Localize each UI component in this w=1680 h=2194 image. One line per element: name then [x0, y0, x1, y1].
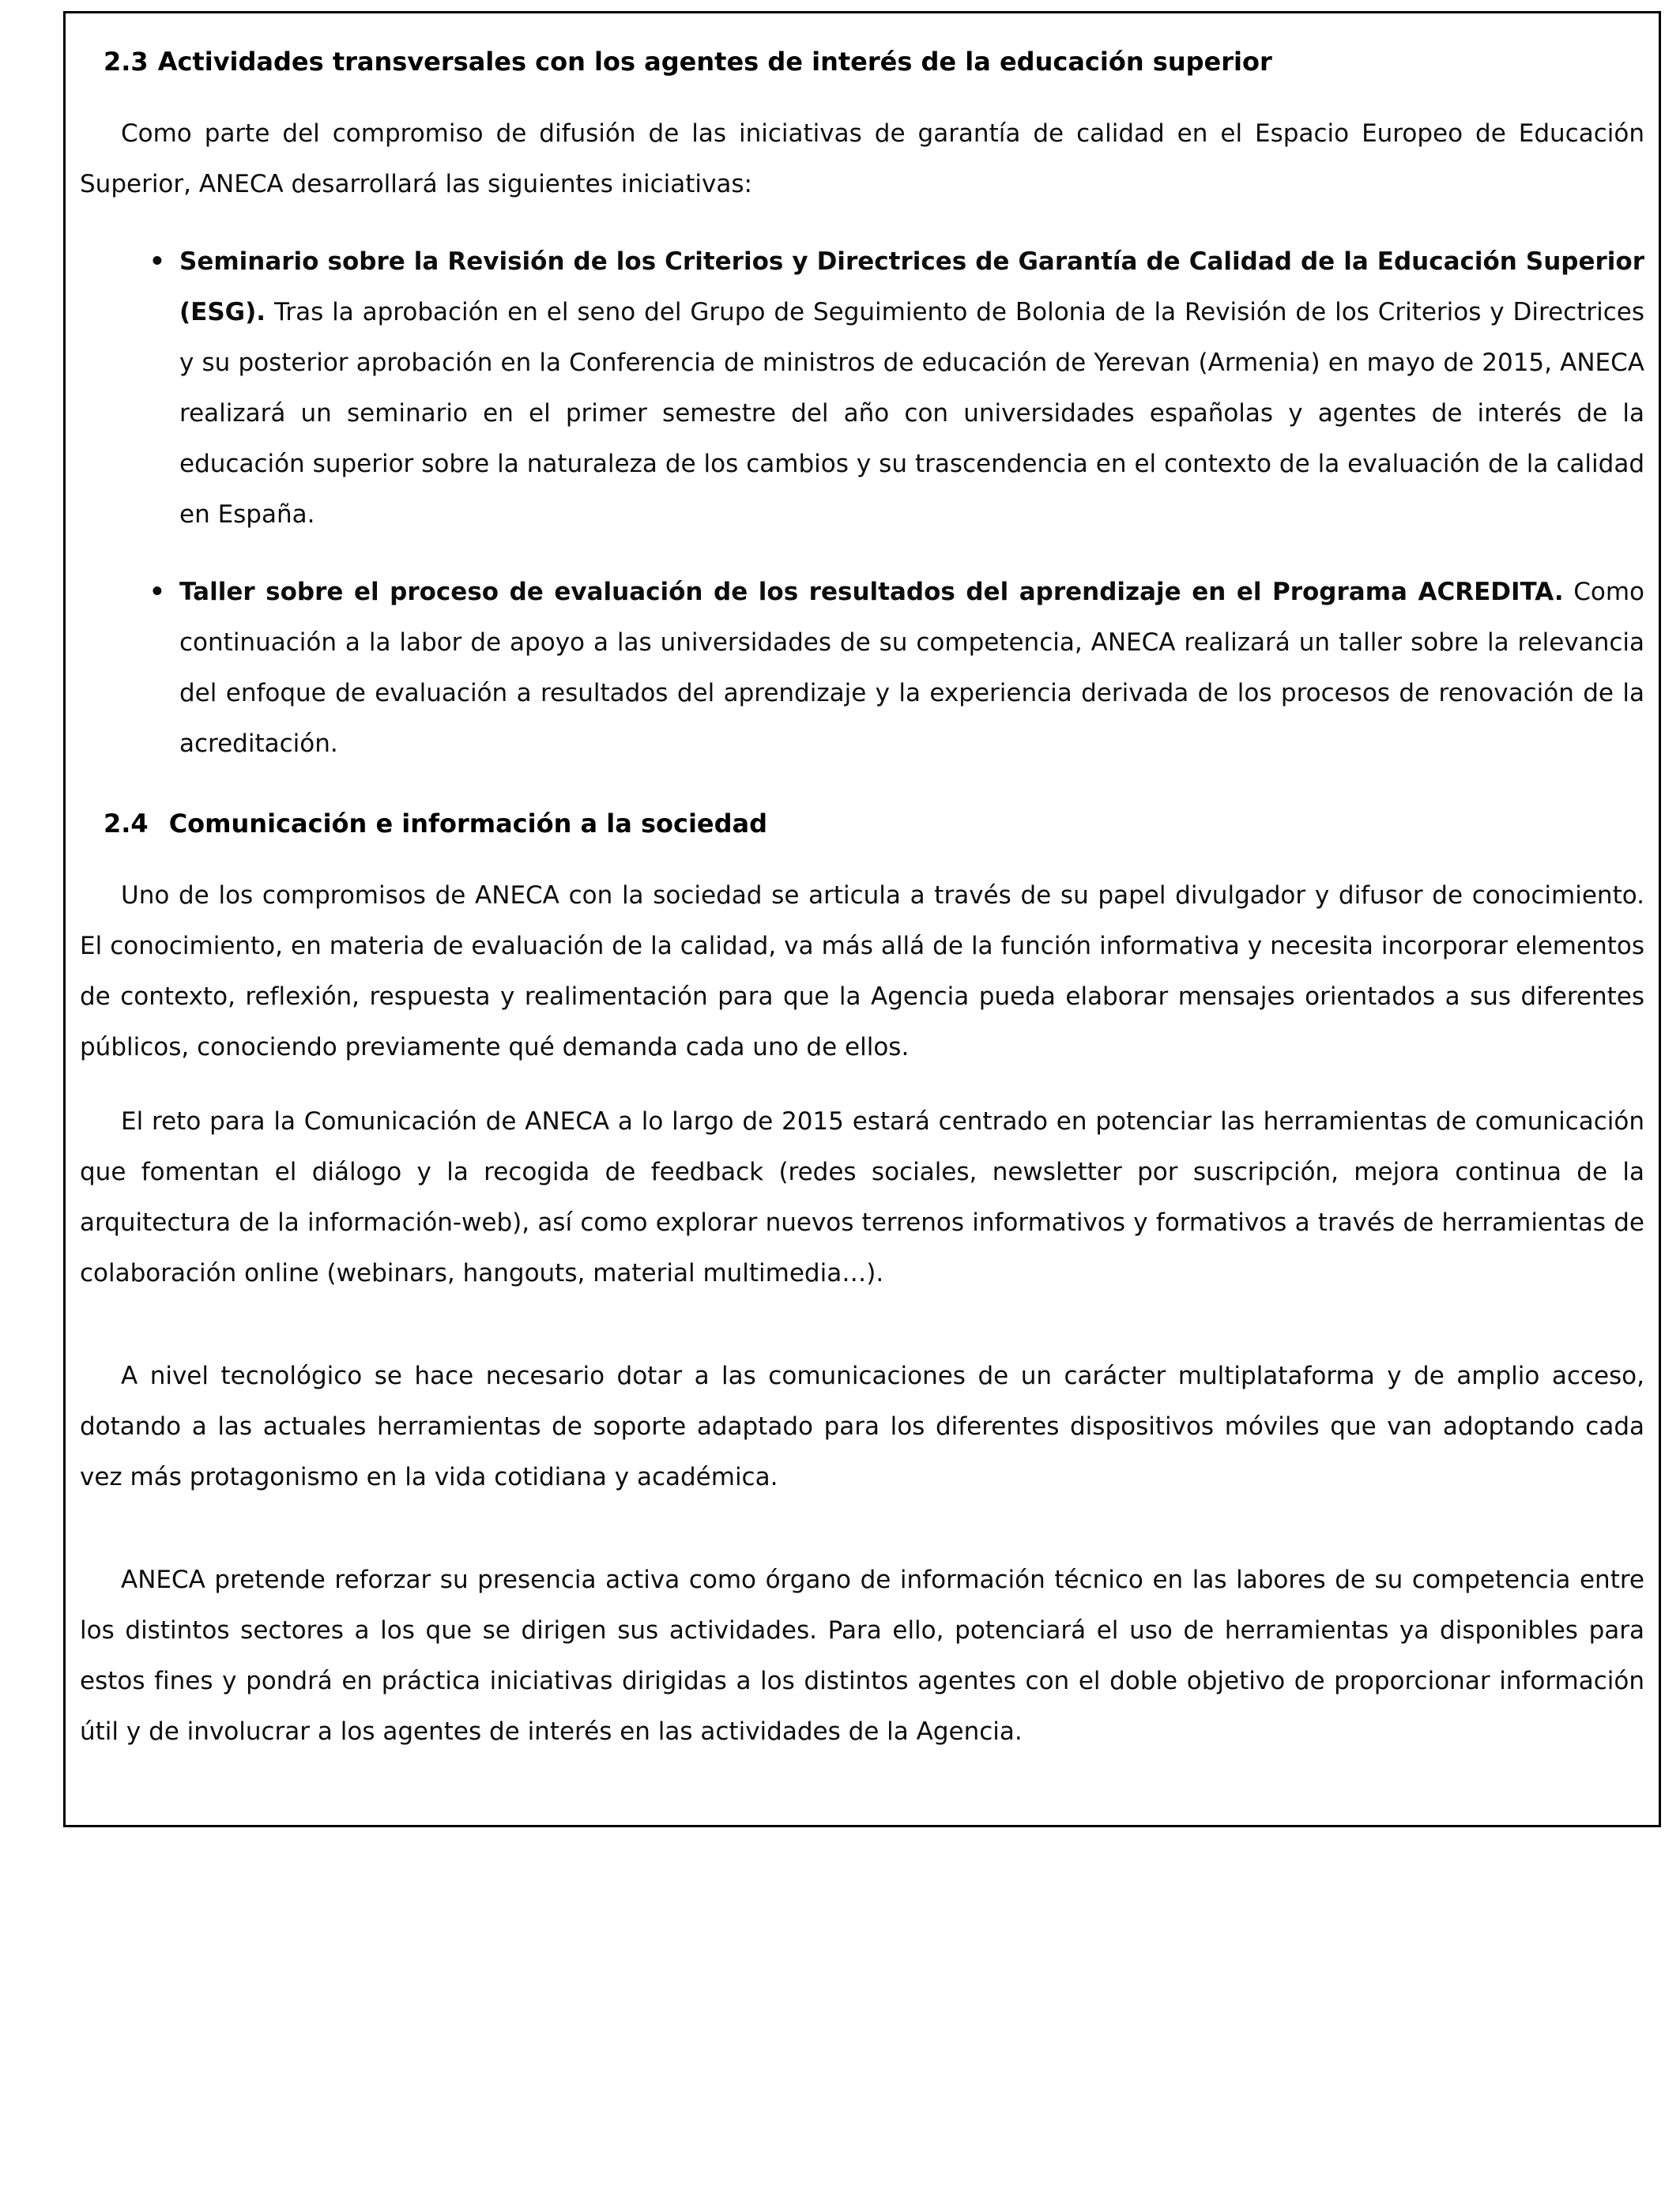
section-2-4-heading	[104, 801, 1644, 846]
section-2-3-title: Actividades transversales con los agentes de interés de la educación superior	[157, 47, 1272, 77]
document-border-box	[63, 11, 1661, 1827]
section-2-4-title: Comunicación e información a la sociedad	[168, 809, 768, 839]
section-2-3-heading	[104, 39, 1644, 85]
section-2-4-paragraph-4: ANECA pretende reforzar su presencia activa como órgano de información técnico en las labores de su competencia entre los distintos sectores a los que se dirigen sus actividades. Para ello, potenciará el uso de herramientas ya disponibles para estos fines y pondrá en práctica iniciativas dirigidas a los distintos agentes con el doble objetivo de proporcionar información útil y de involucrar a los agentes de interés en las actividades de la Agencia.	[80, 1566, 1644, 1746]
list-item-body-text: Tras la aprobación en el seno del Grupo de Seguimiento de Bolonia de la Revisión de los Criterios y Directrices y su posterior aprobación en la Conferencia de ministros de educación de Yerevan (Armenia) en mayo de 2015, ANECA realizará un seminario en el primer semestre del año con universidades españolas y agentes de interés de la educación superior sobre la naturaleza de los cambios y su trascendencia en el contexto de la evaluación de la calidad en España.	[179, 298, 1644, 529]
list-item-taller	[80, 567, 1644, 769]
bullet-icon: •	[149, 247, 165, 276]
list-item-body-text: Como continuación a la labor de apoyo a las universidades de su competencia, ANECA realizará un taller sobre la relevancia del enfoque de evaluación a resultados del aprendizaje y la experiencia derivada de los procesos de renovación de la acreditación.	[179, 578, 1644, 758]
initiatives-list	[80, 236, 1644, 769]
list-item-bold-lead: Taller sobre el proceso de evaluación de los resultados del aprendizaje en el Programa ACREDITA.	[179, 578, 1564, 606]
section-2-4-paragraph-2: El reto para la Comunicación de ANECA a lo largo de 2015 estará centrado en potenciar las herramientas de comunicación que fomentan el diálogo y la recogida de feedback (redes sociales, newsletter por suscripción, mejora continua de la arquitectura de la información-web), así como explorar nuevos terrenos informativos y formativos a través de herramientas de colaboración online (webinars, hangouts, material multimedia…).	[80, 1107, 1644, 1287]
section-2-3-number: 2.3	[104, 47, 149, 77]
list-item-seminario	[80, 236, 1644, 540]
list-item-bold-lead: Seminario sobre la Revisión de los Criterios y Directrices de Garantía de Calidad de la Educación Superior (ESG).	[179, 247, 1644, 326]
section-2-4-number: 2.4	[104, 809, 149, 839]
list-item-text	[179, 247, 1644, 529]
list-item-text	[179, 578, 1644, 758]
section-2-3-intro-paragraph: Como parte del compromiso de difusión de las iniciativas de garantía de calidad en el Espacio Europeo de Educación Superior, ANECA desarrollará las siguientes iniciativas:	[80, 119, 1644, 198]
section-2-4-paragraph-1: Uno de los compromisos de ANECA con la sociedad se articula a través de su papel divulgador y difusor de conocimiento. El conocimiento, en materia de evaluación de la calidad, va más allá de la función informativa y necesita incorporar elementos de contexto, reflexión, respuesta y realimentación para que la Agencia pueda elaborar mensajes orientados a sus diferentes públicos, conociendo previamente qué demanda cada uno de ellos.	[80, 881, 1644, 1061]
section-2-4-paragraph-3: A nivel tecnológico se hace necesario dotar a las comunicaciones de un carácter multiplataforma y de amplio acceso, dotando a las actuales herramientas de soporte adaptado para los diferentes dispositivos móviles que van adoptando cada vez más protagonismo en la vida cotidiana y académica.	[80, 1362, 1644, 1491]
bullet-icon: •	[149, 578, 165, 606]
